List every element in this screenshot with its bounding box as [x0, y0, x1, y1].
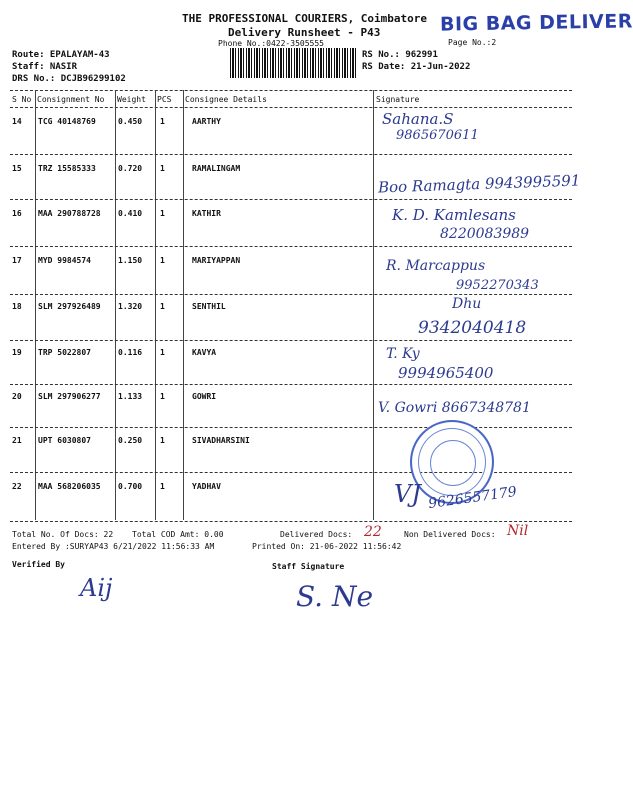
- row-sno: 21: [12, 436, 22, 445]
- row-consignment: UPT 6030807: [38, 436, 91, 445]
- total-docs: Total No. Of Docs: 22: [12, 530, 114, 539]
- row-sno: 18: [12, 302, 22, 311]
- row-weight: 0.250: [118, 436, 143, 445]
- non-delivered-docs-label: Non Delivered Docs:: [404, 530, 496, 539]
- row-phone: 9994965400: [398, 364, 494, 382]
- staff: Staff: NASIR: [12, 62, 78, 72]
- row-rule: [10, 427, 572, 428]
- row-consignee: SENTHIL: [192, 302, 226, 311]
- row-weight: 1.320: [118, 302, 143, 311]
- delivered-docs-value: 22: [364, 524, 382, 540]
- runsheet-title: Delivery Runsheet - P43: [228, 26, 381, 39]
- col-consignee: Consignee Details: [185, 95, 267, 104]
- drs-number: DRS No.: DCJB96299102: [12, 74, 126, 84]
- big-bag-stamp: BIG BAG DELIVER: [439, 10, 633, 36]
- barcode: [230, 48, 356, 78]
- row-pcs: 1: [160, 117, 165, 126]
- row-sno: 19: [12, 348, 22, 357]
- row-signature: V. Gowri 8667348781: [378, 400, 531, 416]
- row-rule: [10, 154, 572, 155]
- route: Route: EPALAYAM-43: [12, 50, 110, 60]
- row-weight: 0.700: [118, 482, 143, 491]
- row-signature: Dhu: [452, 296, 482, 312]
- row-rule: [10, 199, 572, 200]
- printed-on: Printed On: 21-06-2022 11:56:42: [252, 542, 402, 551]
- row-consignment: MYD 9984574: [38, 256, 91, 265]
- delivered-docs-label: Delivered Docs:: [280, 530, 353, 539]
- row-phone: 9342040418: [418, 318, 527, 338]
- row-pcs: 1: [160, 302, 165, 311]
- company-title: THE PROFESSIONAL COURIERS, Coimbatore: [182, 12, 428, 25]
- verified-by-label: Verified By: [12, 560, 65, 569]
- row-rule: [10, 246, 572, 247]
- row-consignment: TCG 40148769: [38, 117, 96, 126]
- row-signature: T. Ky: [386, 346, 420, 362]
- row-weight: 1.133: [118, 392, 143, 401]
- row-rule: [10, 294, 572, 295]
- row-consignee: MARIYAPPAN: [192, 256, 241, 265]
- row-signature: K. D. Kamlesans: [392, 206, 516, 224]
- row-consignee: RAMALINGAM: [192, 164, 241, 173]
- row-weight: 1.150: [118, 256, 143, 265]
- col-sno: S No: [12, 95, 32, 104]
- row-consignee: GOWRI: [192, 392, 217, 401]
- row-consignment: MAA 290788728: [38, 209, 101, 218]
- header-bottom-rule: [10, 107, 572, 108]
- row-sno: 22: [12, 482, 22, 491]
- non-delivered-docs-value: Nil: [507, 523, 529, 539]
- total-cod: Total COD Amt: 0.00: [132, 530, 224, 539]
- row-phone: 9626557179: [427, 483, 518, 513]
- row-weight: 0.720: [118, 164, 143, 173]
- row-pcs: 1: [160, 164, 165, 173]
- row-signature: R. Marcappus: [386, 258, 486, 274]
- row-sno: 16: [12, 209, 22, 218]
- col-pcs: PCS: [157, 95, 172, 104]
- row-sno: 17: [12, 256, 22, 265]
- row-signature: Boo Ramagta 9943995591: [377, 171, 581, 197]
- col-signature: Signature: [376, 95, 420, 104]
- rs-number: RS No.: 962991: [362, 50, 438, 60]
- phone-number: Phone No.:0422-3505555: [218, 39, 324, 48]
- row-consignee: KATHIR: [192, 209, 221, 218]
- row-pcs: 1: [160, 348, 165, 357]
- row-rule: [10, 384, 572, 385]
- row-sno: 14: [12, 117, 22, 126]
- row-consignment: TRP 5022807: [38, 348, 91, 357]
- table-bottom-rule: [10, 521, 572, 522]
- rs-date: RS Date: 21-Jun-2022: [362, 62, 471, 72]
- entered-by: Entered By :SURYAP43 6/21/2022 11:56:33 AM: [12, 542, 215, 551]
- row-consignment: TRZ 15585333: [38, 164, 96, 173]
- row-pcs: 1: [160, 436, 165, 445]
- row-sno: 15: [12, 164, 22, 173]
- row-consignment: SLM 297906277: [38, 392, 101, 401]
- row-sno: 20: [12, 392, 22, 401]
- row-consignment: MAA 568206035: [38, 482, 101, 491]
- col-consignment: Consignment No: [37, 95, 105, 104]
- row-signature: Sahana.S: [382, 110, 454, 128]
- row-weight: 0.116: [118, 348, 143, 357]
- row-pcs: 1: [160, 209, 165, 218]
- verified-by-signature: Aij: [80, 574, 113, 602]
- row-phone: 9865670611: [396, 128, 479, 143]
- row-rule: [10, 340, 572, 341]
- row-consignee: AARTHY: [192, 117, 221, 126]
- row-weight: 0.410: [118, 209, 143, 218]
- row-pcs: 1: [160, 482, 165, 491]
- row-consignee: YADHAV: [192, 482, 221, 491]
- row-pcs: 1: [160, 392, 165, 401]
- row-consignee: KAVYA: [192, 348, 217, 357]
- staff-signature-label: Staff Signature: [272, 562, 345, 571]
- row-consignee: SIVADHARSINI: [192, 436, 250, 445]
- col-weight: Weight: [117, 95, 146, 104]
- staff-signature: S. Ne: [296, 580, 374, 613]
- row-phone: 9952270343: [456, 278, 539, 293]
- page-number: Page No.:2: [448, 38, 497, 47]
- row-phone: 8220083989: [440, 226, 530, 242]
- row-signature: VJ: [394, 480, 421, 508]
- row-weight: 0.450: [118, 117, 143, 126]
- header-top-rule: [10, 90, 572, 91]
- row-pcs: 1: [160, 256, 165, 265]
- row-consignment: SLM 297926489: [38, 302, 101, 311]
